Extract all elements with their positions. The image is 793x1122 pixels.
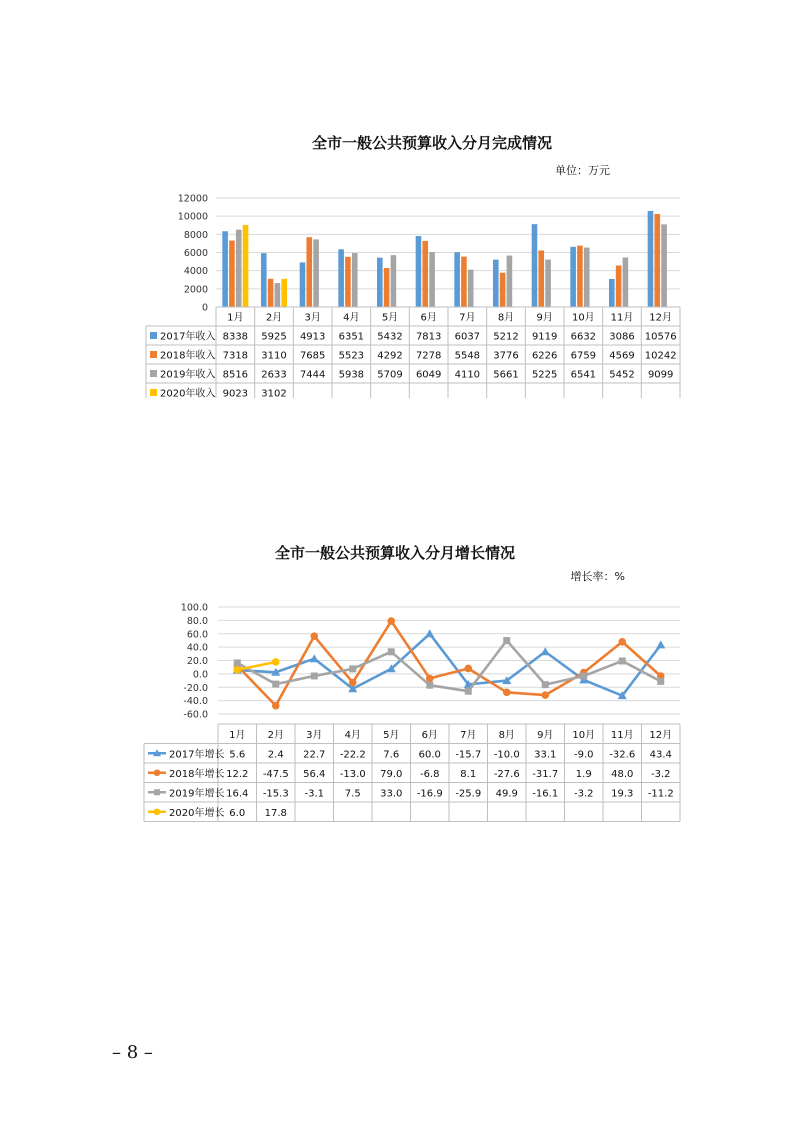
y-tick-label: 0.0: [192, 669, 208, 681]
category-label: 8月: [497, 312, 515, 324]
table-cell: -15.7: [455, 749, 482, 761]
point-marker: [310, 632, 318, 640]
point-marker: [233, 666, 241, 674]
table-cell: 9099: [647, 369, 674, 381]
unit-label: 增长率：%: [570, 570, 625, 583]
category-label: 3月: [306, 730, 323, 741]
table-cell: 5432: [377, 331, 403, 343]
bar: [623, 257, 629, 307]
point-marker: [387, 617, 395, 625]
bar: [654, 214, 660, 307]
table-cell: 56.4: [303, 769, 326, 780]
category-label: 8月: [498, 730, 515, 741]
table-cell: 6037: [454, 331, 481, 343]
table-cell: 48.0: [611, 769, 634, 780]
table-cell: 1.9: [575, 769, 592, 780]
bar: [454, 252, 460, 307]
point-marker: [542, 681, 549, 688]
y-tick-label: 12000: [177, 193, 208, 205]
bar: [493, 260, 499, 307]
table-cell: 5212: [493, 331, 519, 343]
point-marker: [310, 654, 319, 662]
table-cell: -13.0: [339, 769, 366, 780]
table-cell: -47.5: [262, 769, 289, 780]
table-cell: -3.2: [573, 788, 594, 800]
category-label: 9月: [536, 312, 553, 324]
bar: [416, 236, 422, 307]
category-label: 5月: [383, 730, 400, 741]
category-label: 12月: [649, 730, 673, 741]
bar: [461, 257, 467, 307]
point-marker: [465, 688, 472, 695]
table-cell: 8516: [222, 369, 249, 381]
table-cell: 4292: [377, 350, 403, 362]
table-cell: -9.0: [573, 749, 594, 761]
table-cell: 3776: [493, 350, 519, 362]
table-cell: -15.3: [262, 788, 289, 800]
table-cell: 79.0: [380, 769, 403, 780]
table-cell: 5661: [493, 369, 519, 381]
point-marker: [618, 638, 626, 646]
point-marker: [464, 665, 472, 673]
series-line: [237, 634, 661, 696]
y-tick-label: 20.0: [186, 656, 208, 667]
revenue-bar-chart: [140, 118, 685, 402]
growth-line-chart: [140, 528, 685, 844]
legend-swatch: [150, 370, 157, 377]
bar: [281, 279, 287, 307]
point-marker: [426, 682, 433, 689]
point-marker: [657, 678, 664, 685]
category-label: 7月: [459, 312, 476, 324]
bar: [243, 225, 249, 307]
bar: [338, 249, 344, 307]
table-cell: 17.8: [264, 808, 287, 819]
point-marker: [349, 665, 356, 672]
legend-label: 2017年收入: [160, 331, 216, 343]
series-line: [237, 641, 661, 692]
table-cell: 4913: [299, 331, 326, 343]
table-cell: 60.0: [418, 749, 441, 761]
legend-label: 2017年增长: [169, 749, 225, 761]
point-marker: [272, 658, 280, 666]
bar: [268, 279, 274, 307]
table-cell: 6049: [415, 369, 442, 381]
point-marker: [503, 689, 511, 697]
bar: [500, 273, 506, 307]
bar: [391, 255, 397, 307]
table-cell: 33.1: [534, 749, 557, 761]
table-cell: 2633: [261, 369, 287, 381]
table-cell: 3102: [261, 388, 287, 398]
category-label: 5月: [381, 312, 399, 324]
table-cell: 10242: [644, 350, 677, 362]
bar: [468, 270, 474, 307]
category-label: 6月: [420, 312, 437, 324]
table-cell: 12.2: [226, 769, 249, 780]
category-label: 2月: [265, 312, 283, 324]
legend-label: 2018年收入: [160, 350, 216, 362]
category-label: 11月: [610, 312, 634, 324]
point-marker: [656, 640, 665, 648]
table-cell: -32.6: [609, 749, 636, 761]
bar: [616, 265, 622, 307]
table-cell: 5709: [377, 369, 403, 381]
y-tick-label: 40.0: [186, 642, 208, 654]
table-cell: 7.6: [383, 749, 400, 761]
table-cell: 6351: [338, 331, 365, 343]
table-cell: -22.2: [339, 749, 366, 761]
table-cell: 9023: [222, 388, 249, 398]
category-label: 4月: [343, 312, 360, 324]
bar: [577, 246, 583, 307]
point-marker: [234, 659, 241, 666]
bar: [429, 252, 435, 307]
bar: [345, 257, 351, 307]
legend-swatch: [150, 332, 157, 339]
unit-label: 单位：万元: [555, 164, 610, 177]
table-cell: 9119: [531, 331, 558, 343]
table-cell: 43.4: [649, 749, 672, 761]
bar: [275, 283, 281, 307]
table-cell: 5938: [338, 369, 365, 381]
table-cell: 6759: [570, 350, 597, 362]
table-cell: 6632: [570, 331, 597, 343]
table-cell: -10.0: [493, 749, 520, 761]
page-number: – 8 –: [112, 1042, 153, 1063]
table-cell: 8338: [222, 331, 249, 343]
bar: [507, 256, 513, 307]
y-tick-label: 4000: [183, 266, 208, 278]
category-label: 1月: [227, 312, 244, 324]
bar: [661, 224, 667, 307]
table-cell: 3086: [609, 331, 635, 343]
bar: [377, 258, 383, 307]
table-cell: 7444: [299, 369, 326, 381]
table-cell: -16.9: [416, 788, 443, 800]
table-cell: 3110: [261, 350, 287, 362]
point-marker: [619, 657, 626, 664]
bar: [306, 237, 312, 307]
table-cell: 49.9: [495, 788, 518, 800]
legend-label: 2018年增长: [169, 769, 225, 780]
legend-label: 2019年收入: [160, 369, 216, 381]
table-cell: 10576: [644, 331, 677, 343]
legend-label: 2019年增长: [169, 788, 225, 800]
table-cell: -27.6: [493, 769, 520, 780]
table-cell: -3.1: [304, 788, 325, 800]
category-label: 4月: [344, 730, 361, 741]
point-marker: [272, 681, 279, 688]
table-cell: 5548: [454, 350, 481, 362]
bar: [313, 239, 319, 307]
chart-title: 全市一般公共预算收入分月完成情况: [311, 134, 553, 152]
bar: [609, 279, 615, 307]
category-label: 10月: [572, 730, 596, 741]
table-cell: 6.0: [229, 808, 246, 819]
table-cell: 33.0: [380, 788, 403, 800]
table-cell: 6541: [570, 369, 597, 381]
bar: [229, 241, 235, 307]
growth-line-chart-svg: [140, 528, 685, 840]
table-cell: 2.4: [267, 749, 284, 761]
bar: [352, 253, 358, 307]
table-cell: 7813: [415, 331, 442, 343]
table-cell: 5.6: [229, 749, 246, 761]
bar: [261, 253, 267, 307]
point-marker: [426, 675, 434, 683]
point-marker: [349, 679, 357, 687]
bar: [384, 268, 390, 307]
y-tick-label: 10000: [177, 211, 208, 223]
legend-swatch: [150, 389, 157, 396]
category-label: 7月: [460, 730, 477, 741]
bar: [300, 262, 306, 307]
y-tick-label: 60.0: [186, 629, 208, 641]
y-tick-label: 2000: [183, 284, 208, 296]
bar: [545, 260, 551, 307]
legend-marker: [154, 808, 161, 815]
category-label: 12月: [649, 312, 673, 324]
point-marker: [503, 637, 510, 644]
table-cell: 5452: [609, 369, 635, 381]
point-marker: [311, 672, 318, 679]
table-cell: 4110: [454, 369, 481, 381]
bar: [584, 248, 590, 307]
legend-label: 2020年收入: [160, 388, 216, 398]
legend-marker: [154, 769, 161, 776]
table-cell: 6226: [531, 350, 558, 362]
y-tick-label: 80.0: [186, 615, 208, 627]
table-cell: 4569: [609, 350, 635, 362]
y-tick-label: 8000: [183, 229, 208, 241]
table-cell: 7685: [299, 350, 326, 362]
table-cell: 19.3: [611, 788, 634, 800]
y-tick-label: 100.0: [180, 602, 208, 614]
category-label: 6月: [421, 730, 438, 741]
bar: [422, 241, 428, 307]
y-tick-label: -20.0: [183, 682, 208, 694]
point-marker: [541, 691, 549, 699]
y-tick-label: -60.0: [183, 709, 208, 721]
bar: [538, 250, 544, 307]
bar: [570, 247, 576, 307]
table-cell: -16.1: [532, 788, 559, 800]
category-label: 3月: [304, 312, 321, 324]
category-label: 2月: [267, 730, 284, 741]
legend-label: 2020年增长: [169, 808, 225, 819]
bar: [648, 211, 654, 307]
category-label: 10月: [571, 312, 595, 324]
table-cell: 8.1: [460, 769, 477, 780]
category-label: 11月: [610, 730, 634, 741]
point-marker: [541, 647, 550, 655]
y-tick-label: 0: [201, 302, 208, 314]
table-cell: 5523: [338, 350, 365, 362]
point-marker: [388, 648, 395, 655]
legend-marker: [154, 789, 160, 795]
chart-title: 全市一般公共预算收入分月增长情况: [274, 544, 516, 562]
table-cell: -25.9: [455, 788, 482, 800]
point-marker: [580, 673, 587, 680]
table-cell: 5925: [261, 331, 287, 343]
y-tick-label: 6000: [183, 248, 208, 259]
bar: [222, 231, 228, 307]
point-marker: [272, 702, 280, 710]
table-cell: -6.8: [419, 769, 440, 780]
table-cell: 7278: [415, 350, 442, 362]
legend-swatch: [150, 351, 157, 358]
table-cell: 16.4: [226, 788, 249, 800]
table-cell: -11.2: [647, 788, 674, 800]
revenue-bar-chart-svg: [140, 118, 685, 398]
y-tick-label: -40.0: [183, 696, 208, 708]
table-cell: -3.2: [650, 769, 671, 780]
bar: [236, 230, 242, 307]
table-cell: 5225: [531, 369, 558, 381]
bar: [532, 224, 538, 307]
table-cell: 7.5: [344, 788, 361, 800]
table-cell: 22.7: [303, 749, 326, 761]
table-cell: 7318: [222, 350, 249, 362]
category-label: 1月: [229, 730, 246, 741]
category-label: 9月: [537, 730, 554, 741]
table-cell: -31.7: [532, 769, 559, 780]
